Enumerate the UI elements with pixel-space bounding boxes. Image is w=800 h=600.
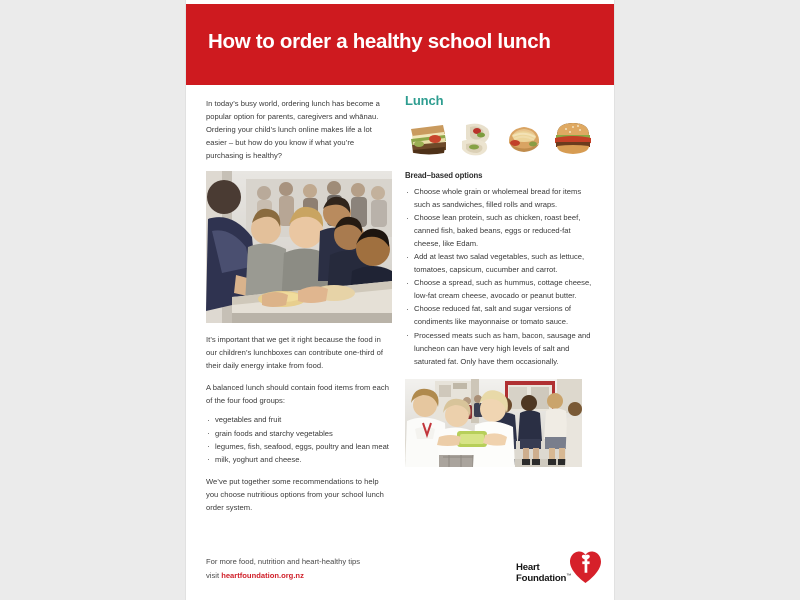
footer-line-1: For more food, nutrition and heart-healthy tips <box>206 557 361 566</box>
logo-wordmark <box>516 563 571 585</box>
list-item: · Choose whole grain or wholemeal bread for items such as sandwiches, filled rolls and wraps. <box>405 185 595 211</box>
paragraph-recommendations: We’ve put together some recommendations to help you choose nutritious options from your school lunch order system. <box>206 476 384 512</box>
body-columns <box>186 85 614 533</box>
logo-line-2: Foundation <box>516 572 567 584</box>
intro-paragraph: In today’s busy world, ordering lunch has become a popular option for parents, caregivers and whānau. Ordering your child’s lunch online makes life a lot easier – but how do you know if what you’re purchasing is healthy? <box>206 99 380 161</box>
heart-foundation-logo <box>516 550 602 592</box>
list-item: · milk, yoghurt and cheese. <box>206 453 392 466</box>
list-item: · Choose a spread, such as hummus, cottage cheese, low-fat cream cheese, avocado or peanut butter. <box>405 276 595 302</box>
list-item: · Add at least two salad vegetables, such as lettuce, tomatoes, capsicum, cucumber and carrot. <box>405 250 595 276</box>
school-canteen-photo <box>206 171 392 323</box>
masthead-banner <box>186 4 614 85</box>
paragraph-balanced-lunch: A balanced lunch should contain food items from each of the four food groups: <box>206 383 389 406</box>
filled-roll-photo <box>502 117 546 159</box>
list-item: · Choose reduced fat, salt and sugar versions of condiments like mayonnaise or tomato sauce. <box>405 302 595 328</box>
footer-visit-label: visit <box>206 570 222 580</box>
bread-options-list <box>405 185 595 368</box>
heartfoundation-url-link[interactable]: heartfoundation.org.nz <box>221 570 304 580</box>
burger-photo <box>551 117 595 159</box>
food-photo-strip <box>405 117 595 159</box>
paragraph-importance: It’s important that we get it right because the food in our children’s lunchboxes can contribute one-third of their daily energy intake from food. <box>206 335 383 371</box>
food-groups-list <box>206 413 392 465</box>
list-item: · Processed meats such as ham, bacon, sausage and luncheon can have very high levels of salt and saturated fat. Only have them occasionally. <box>405 329 595 368</box>
list-item: · grain foods and starchy vegetables <box>206 427 392 440</box>
section-heading-lunch: Lunch <box>405 93 444 108</box>
list-item: · vegetables and fruit <box>206 413 392 426</box>
document-page <box>186 0 614 600</box>
list-item: · legumes, fish, seafood, eggs, poultry and lean meat <box>206 440 392 453</box>
right-column <box>405 93 595 467</box>
wraps-photo <box>454 117 498 159</box>
school-corridor-photo <box>405 379 582 467</box>
left-column <box>206 97 392 523</box>
heart-icon <box>569 550 602 584</box>
logo-line-1: Heart <box>516 562 540 573</box>
list-item: · Choose lean protein, such as chicken, roast beef, canned fish, baked beans, eggs or reduced-fat cheese, like Edam. <box>405 211 595 250</box>
layered-sandwich-photo <box>405 117 449 159</box>
subheading-bread-based-options: Bread–based options <box>405 171 483 180</box>
footer-contact-text <box>206 555 456 582</box>
trademark-symbol: ™ <box>566 572 572 579</box>
footer <box>186 548 614 600</box>
page-title: How to order a healthy school lunch <box>208 30 551 53</box>
